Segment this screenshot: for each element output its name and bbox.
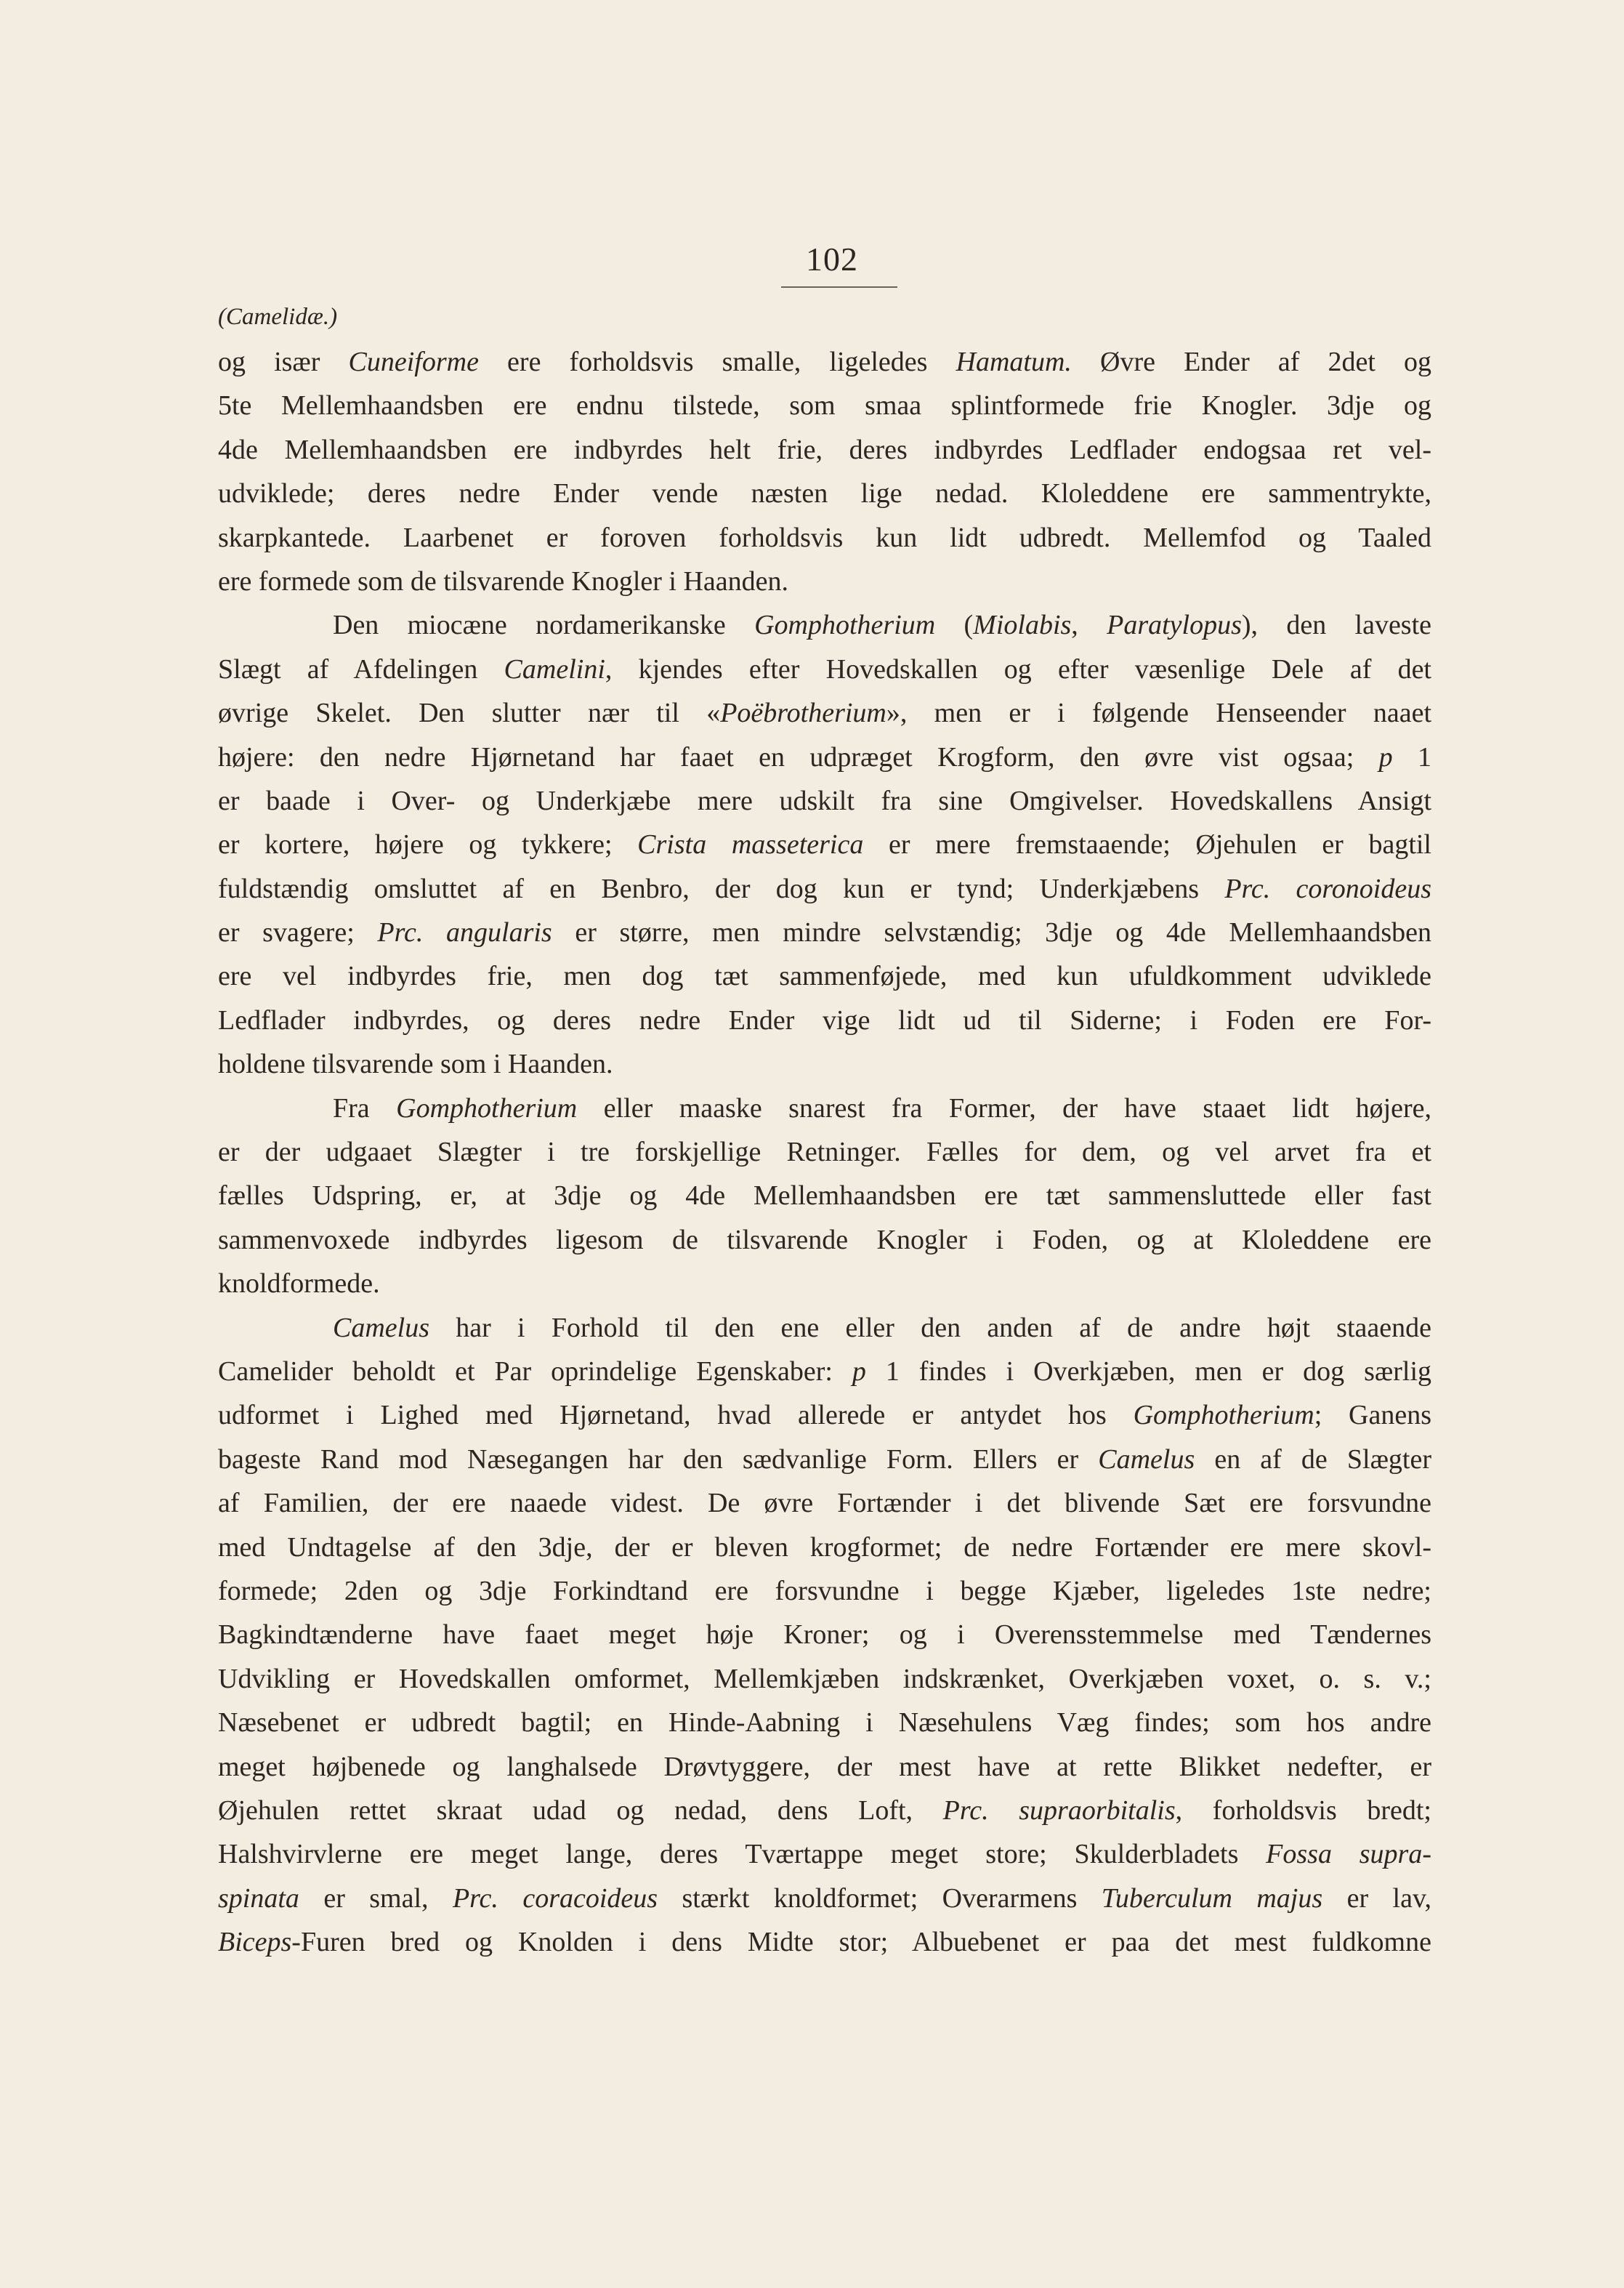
text-run: er der udgaaet Slægter i tre forskjellige Retninger. Fælles for dem, og vel arvet fra et — [218, 1137, 1431, 1168]
text-run: med Undtagelse af den 3dje, der er bleven krogformet; de nedre Fortænder ere mere skovl- — [218, 1531, 1431, 1563]
text-run: ere formede som de tilsvarende Knogler i Haanden. — [218, 565, 789, 597]
text-line — [218, 1481, 1431, 1525]
text-run: er kortere, højere og tykkere; — [218, 829, 638, 861]
text-run: ere vel indbyrdes frie, men dog tæt sammenføjede, med kun ufuldkomment udviklede — [218, 961, 1431, 992]
text-line — [218, 1438, 1431, 1481]
italic-term: Gomphotherium — [396, 1092, 578, 1124]
text-run: bageste Rand mod Næsegangen har den sædvanlige Form. Ellers er — [218, 1443, 1099, 1475]
italic-term: Prc. coracoideus — [452, 1882, 658, 1914]
text-line — [218, 560, 1431, 603]
text-line — [218, 1832, 1431, 1876]
text-run: er svagere; — [218, 917, 378, 948]
text-run: en af de Slægter — [1195, 1443, 1431, 1475]
text-run: Bagkindtænderne have faaet meget høje Kroner; og i Overensstemmelse med Tændernes — [218, 1619, 1431, 1651]
text-line — [218, 1613, 1431, 1656]
text-run: Den miocæne nordamerikanske — [333, 610, 755, 641]
italic-term: p — [852, 1356, 866, 1387]
text-line — [218, 954, 1431, 998]
italic-term: Poëbrotherium — [720, 698, 886, 729]
text-run: og især — [218, 347, 349, 377]
text-run: ; Ganens — [1314, 1400, 1431, 1431]
text-run: højere: den nedre Hjørnetand har faaet en udpræget Krogform, den øvre vist ogsaa; — [218, 741, 1379, 773]
text-run: 1 — [1392, 741, 1431, 773]
text-line — [218, 428, 1431, 472]
text-run: Ledflader indbyrdes, og deres nedre Ender vige lidt ud til Siderne; i Foden ere For- — [218, 1004, 1431, 1036]
text-line — [218, 1174, 1431, 1217]
running-head: (Camelidæ.) — [218, 304, 338, 330]
text-run: , kjendes efter Hovedskallen og efter væsenlige Dele af det — [605, 653, 1431, 685]
text-run: ( — [935, 610, 974, 641]
italic-term: Biceps — [218, 1927, 292, 1958]
text-line — [218, 384, 1431, 427]
text-run: er lav, — [1322, 1882, 1431, 1914]
text-line — [218, 1042, 1431, 1086]
italic-term: Camelus — [333, 1312, 429, 1343]
text-run: 5te Mellemhaandsben ere endnu tilstede, som smaa splintformede frie Knogler. 3dje og — [218, 390, 1431, 422]
text-run: holdene tilsvarende som i Haanden. — [218, 1049, 613, 1080]
text-run: 4de Mellemhaandsben ere indbyrdes helt frie, deres indbyrdes Ledflader endogsaa ret vel- — [218, 434, 1431, 465]
italic-term: Tuberculum majus — [1101, 1882, 1323, 1914]
text-run: , — [1071, 610, 1107, 641]
text-run: stærkt knoldformet; Overarmens — [658, 1882, 1102, 1914]
text-line — [218, 1393, 1431, 1437]
text-line — [218, 1569, 1431, 1613]
italic-term: Gomphotherium — [754, 610, 936, 641]
text-line — [218, 472, 1431, 515]
italic-term: Prc. supraorbitalis — [942, 1794, 1176, 1826]
italic-term: p — [1378, 741, 1393, 773]
text-run: øvrige Skelet. Den slutter nær til « — [218, 698, 721, 729]
text-line — [218, 1262, 1431, 1305]
text-line — [218, 1877, 1431, 1920]
text-line — [218, 1920, 1431, 1964]
text-run: formede; 2den og 3dje Forkindtand ere forsvundne i begge Kjæber, ligeledes 1ste nedre; — [218, 1575, 1431, 1606]
text-line — [218, 1087, 1431, 1130]
text-line — [218, 1526, 1431, 1569]
text-line — [218, 516, 1431, 560]
text-run: -Furen bred og Knolden i dens Midte stor; Albuebenet er paa det mest fuldkomne — [291, 1927, 1431, 1958]
italic-term: Camelus — [1098, 1443, 1195, 1475]
text-line — [218, 340, 1431, 384]
text-run: fælles Udspring, er, at 3dje og 4de Mellemhaandsben ere tæt sammensluttede eller fast — [218, 1180, 1431, 1212]
body-text — [218, 340, 1431, 1964]
text-line — [218, 1306, 1431, 1350]
text-line — [218, 1130, 1431, 1174]
text-line — [218, 823, 1431, 866]
italic-term: Prc. angularis — [377, 917, 552, 948]
text-line — [218, 1745, 1431, 1789]
text-run: Øjehulen rettet skraat udad og nedad, dens Loft, — [218, 1794, 943, 1826]
text-run: Udvikling er Hovedskallen omformet, Mellemkjæben indskrænket, Overkjæben voxet, o. s. v.; — [218, 1663, 1431, 1694]
text-run: », men er i følgende Henseender naaet — [886, 698, 1431, 729]
italic-term: Gomphotherium — [1133, 1400, 1314, 1431]
text-line — [218, 867, 1431, 911]
italic-term: Miolabis — [973, 610, 1072, 641]
text-run: Øvre Ender af 2det og — [1071, 347, 1431, 377]
text-line — [218, 911, 1431, 954]
italic-term: spinata — [218, 1882, 299, 1914]
text-run: meget højbenede og langhalsede Drøvtyggere, der mest have at rette Blikket nedefter, er — [218, 1751, 1431, 1782]
text-run: , forholdsvis bredt; — [1175, 1794, 1431, 1826]
text-line — [218, 999, 1431, 1042]
text-run: skarpkantede. Laarbenet er foroven forholdsvis kun lidt udbredt. Mellemfod og Taaled — [218, 522, 1431, 553]
text-line — [218, 1701, 1431, 1744]
text-run: eller maaske snarest fra Former, der have staaet lidt højere, — [577, 1092, 1431, 1124]
text-line — [218, 691, 1431, 735]
text-line — [218, 1218, 1431, 1262]
text-run: ), den laveste — [1241, 610, 1431, 641]
text-run: Halshvirvlerne ere meget lange, deres Tværtappe meget store; Skulderbladets — [218, 1839, 1267, 1870]
text-run: er mere fremstaaende; Øjehulen er bagtil — [863, 829, 1431, 861]
text-line — [218, 1657, 1431, 1701]
text-run: Næsebenet er udbredt bagtil; en Hinde-Aabning i Næsehulens Væg findes; som hos andre — [218, 1707, 1431, 1739]
text-run: Camelider beholdt et Par oprindelige Egenskaber: — [218, 1356, 852, 1387]
text-run: udviklede; deres nedre Ender vende næsten lige nedad. Kloleddene ere sammentrykte, — [218, 478, 1431, 509]
text-run: Fra — [333, 1092, 397, 1124]
italic-term: Crista masseterica — [637, 829, 864, 861]
text-line — [218, 648, 1431, 691]
text-line — [218, 1789, 1431, 1832]
italic-term: Prc. coronoideus — [1224, 873, 1431, 904]
page-number: 102 — [806, 241, 858, 278]
italic-term: Fossa supra- — [1266, 1839, 1431, 1870]
text-run: udformet i Lighed med Hjørnetand, hvad allerede er antydet hos — [218, 1400, 1134, 1431]
text-run: 1 findes i Overkjæben, men er dog særlig — [865, 1356, 1431, 1387]
text-line — [218, 1350, 1431, 1393]
text-run: er baade i Over- og Underkjæbe mere udskilt fra sine Omgivelser. Hovedskallens Ansigt — [218, 785, 1431, 816]
italic-term: Hamatum. — [956, 347, 1072, 377]
italic-term: Cuneiforme — [348, 347, 479, 377]
page-number-rule — [781, 286, 897, 288]
text-line — [218, 779, 1431, 823]
text-run: ere forholdsvis smalle, ligeledes — [478, 347, 956, 377]
italic-term: Paratylopus — [1107, 610, 1242, 641]
text-run: er større, men mindre selvstændig; 3dje og 4de Mellemhaandsben — [552, 917, 1431, 948]
text-run: Slægt af Afdelingen — [218, 653, 504, 685]
text-run: har i Forhold til den ene eller den anden af de andre højt staaende — [429, 1312, 1431, 1343]
text-run: knoldformede. — [218, 1268, 380, 1300]
text-line — [218, 736, 1431, 779]
text-run: af Familien, der ere naaede videst. De øvre Fortænder i det blivende Sæt ere forsvundne — [218, 1488, 1431, 1519]
text-run: er smal, — [299, 1882, 453, 1914]
text-run: sammenvoxede indbyrdes ligesom de tilsvarende Knogler i Foden, og at Kloleddene ere — [218, 1224, 1431, 1255]
italic-term: Camelini — [504, 653, 605, 685]
text-run: fuldstændig omsluttet af en Benbro, der dog kun er tynd; Underkjæbens — [218, 873, 1225, 904]
text-line — [218, 603, 1431, 647]
